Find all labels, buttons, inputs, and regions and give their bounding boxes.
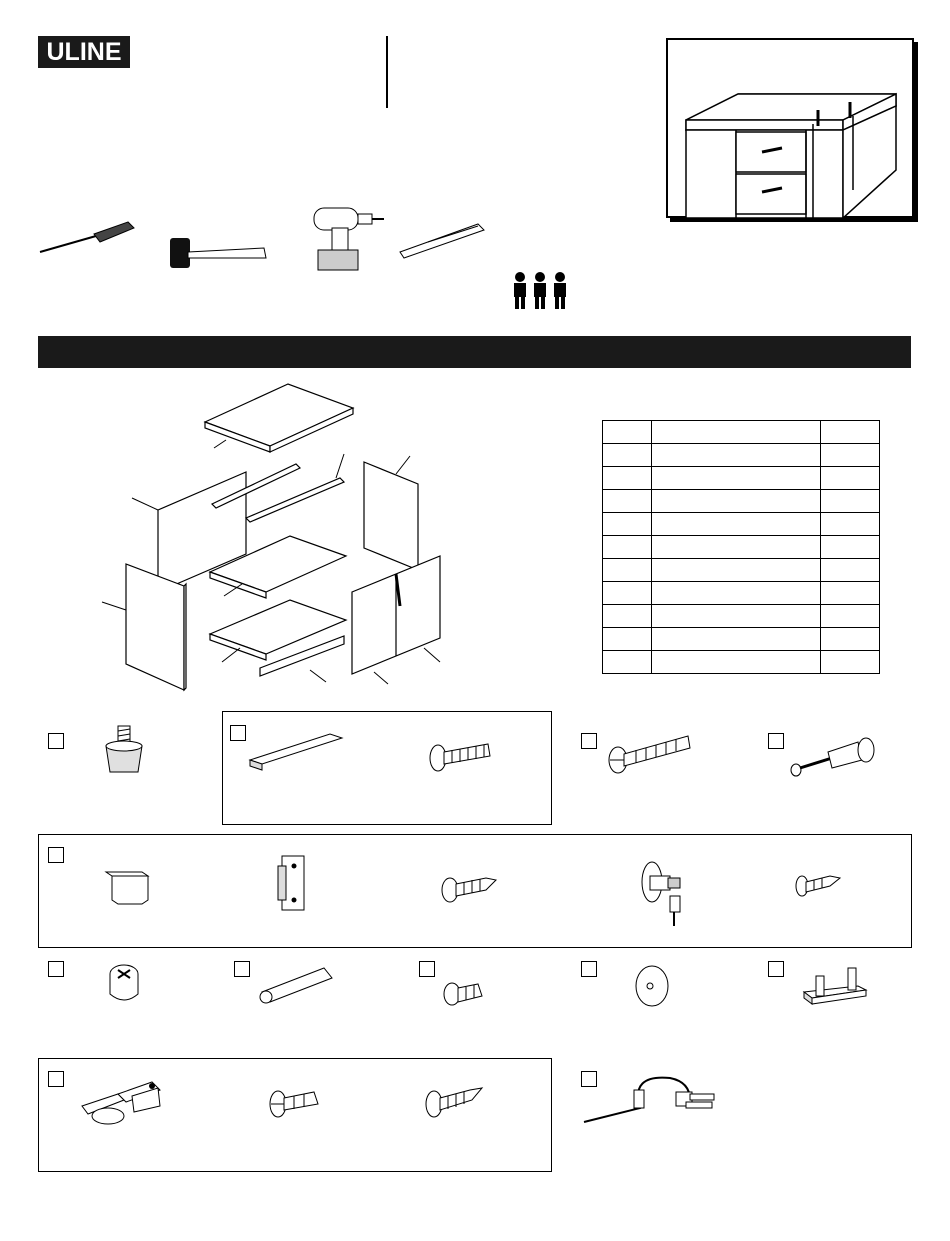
table-cell — [603, 605, 652, 628]
table-cell — [821, 490, 880, 513]
quantity-checkbox[interactable] — [581, 733, 597, 749]
section-header-bar — [38, 336, 911, 368]
quantity-checkbox[interactable] — [581, 961, 597, 977]
table-cell — [821, 651, 880, 674]
parts-list-table — [602, 420, 880, 674]
table-cell — [821, 582, 880, 605]
table-cell — [603, 444, 652, 467]
leveling-glide-icon — [102, 724, 146, 776]
door-catch-plate-icon — [274, 852, 314, 912]
table-cell — [821, 628, 880, 651]
table-row — [603, 513, 880, 536]
quantity-checkbox[interactable] — [48, 961, 64, 977]
table-cell — [651, 651, 821, 674]
table-cell — [821, 559, 880, 582]
table-cell — [603, 559, 652, 582]
table-cell — [651, 467, 821, 490]
table-cell — [603, 490, 652, 513]
header-divider — [386, 36, 388, 108]
cable-tie-with-anchors-icon — [580, 1070, 720, 1130]
table-cell — [821, 536, 880, 559]
machine-screw-icon — [428, 738, 494, 774]
concealed-hinge-icon — [78, 1076, 164, 1128]
table-cell — [603, 513, 652, 536]
three-people-icon — [512, 272, 572, 312]
quantity-checkbox[interactable] — [48, 1071, 64, 1087]
product-illustration — [666, 38, 914, 218]
table-header-row — [603, 421, 880, 444]
table-cell — [651, 582, 821, 605]
table-cell — [651, 444, 821, 467]
small-wood-screw-icon — [794, 870, 842, 900]
table-row — [603, 582, 880, 605]
table-cell — [603, 536, 652, 559]
drill-bit-icon — [398, 218, 488, 258]
table-row — [603, 467, 880, 490]
credenza-illustration — [668, 40, 912, 216]
table-cell — [821, 444, 880, 467]
long-bolt-icon — [606, 732, 696, 774]
quantity-checkbox[interactable] — [768, 961, 784, 977]
quantity-checkbox[interactable] — [230, 725, 246, 741]
table-row — [603, 628, 880, 651]
wood-dowel-icon — [254, 964, 338, 1004]
table-cell — [821, 605, 880, 628]
screwdriver-icon — [38, 216, 138, 256]
table-row — [603, 605, 880, 628]
quantity-checkbox[interactable] — [48, 847, 64, 863]
table-cell — [651, 536, 821, 559]
table-header-cell — [651, 421, 821, 444]
cam-bolt-icon — [788, 734, 884, 778]
table-row — [603, 444, 880, 467]
quantity-checkbox[interactable] — [419, 961, 435, 977]
hinge-wood-screw-icon — [424, 1082, 484, 1120]
wood-screw-icon — [440, 870, 498, 906]
table-cell — [651, 513, 821, 536]
quantity-checkbox[interactable] — [234, 961, 250, 977]
angle-bracket-icon — [102, 866, 152, 906]
table-cell — [651, 628, 821, 651]
table-row — [603, 651, 880, 674]
table-cell — [603, 651, 652, 674]
table-row — [603, 490, 880, 513]
quantity-checkbox[interactable] — [768, 733, 784, 749]
quantity-checkbox[interactable] — [48, 733, 64, 749]
shelf-support-icon — [800, 962, 870, 1010]
table-row — [603, 559, 880, 582]
short-screw-icon — [442, 976, 486, 1010]
table-cell — [651, 559, 821, 582]
table-header-cell — [821, 421, 880, 444]
table-header-cell — [603, 421, 652, 444]
table-cell — [651, 490, 821, 513]
exploded-parts-diagram — [100, 380, 460, 700]
table-cell — [651, 605, 821, 628]
rubber-mallet-icon — [168, 234, 268, 274]
felt-pad-icon — [632, 964, 672, 1010]
power-drill-icon — [308, 204, 388, 274]
table-row — [603, 536, 880, 559]
cam-lock-with-keys-icon — [636, 852, 696, 932]
table-cell — [821, 467, 880, 490]
table-cell — [603, 467, 652, 490]
uline-logo: ULINE — [38, 36, 130, 68]
drawer-pull-icon — [246, 730, 346, 770]
table-cell — [603, 628, 652, 651]
cam-lock-housing-icon — [104, 962, 144, 1008]
euro-screw-icon — [268, 1084, 324, 1120]
table-cell — [603, 582, 652, 605]
table-cell — [821, 513, 880, 536]
